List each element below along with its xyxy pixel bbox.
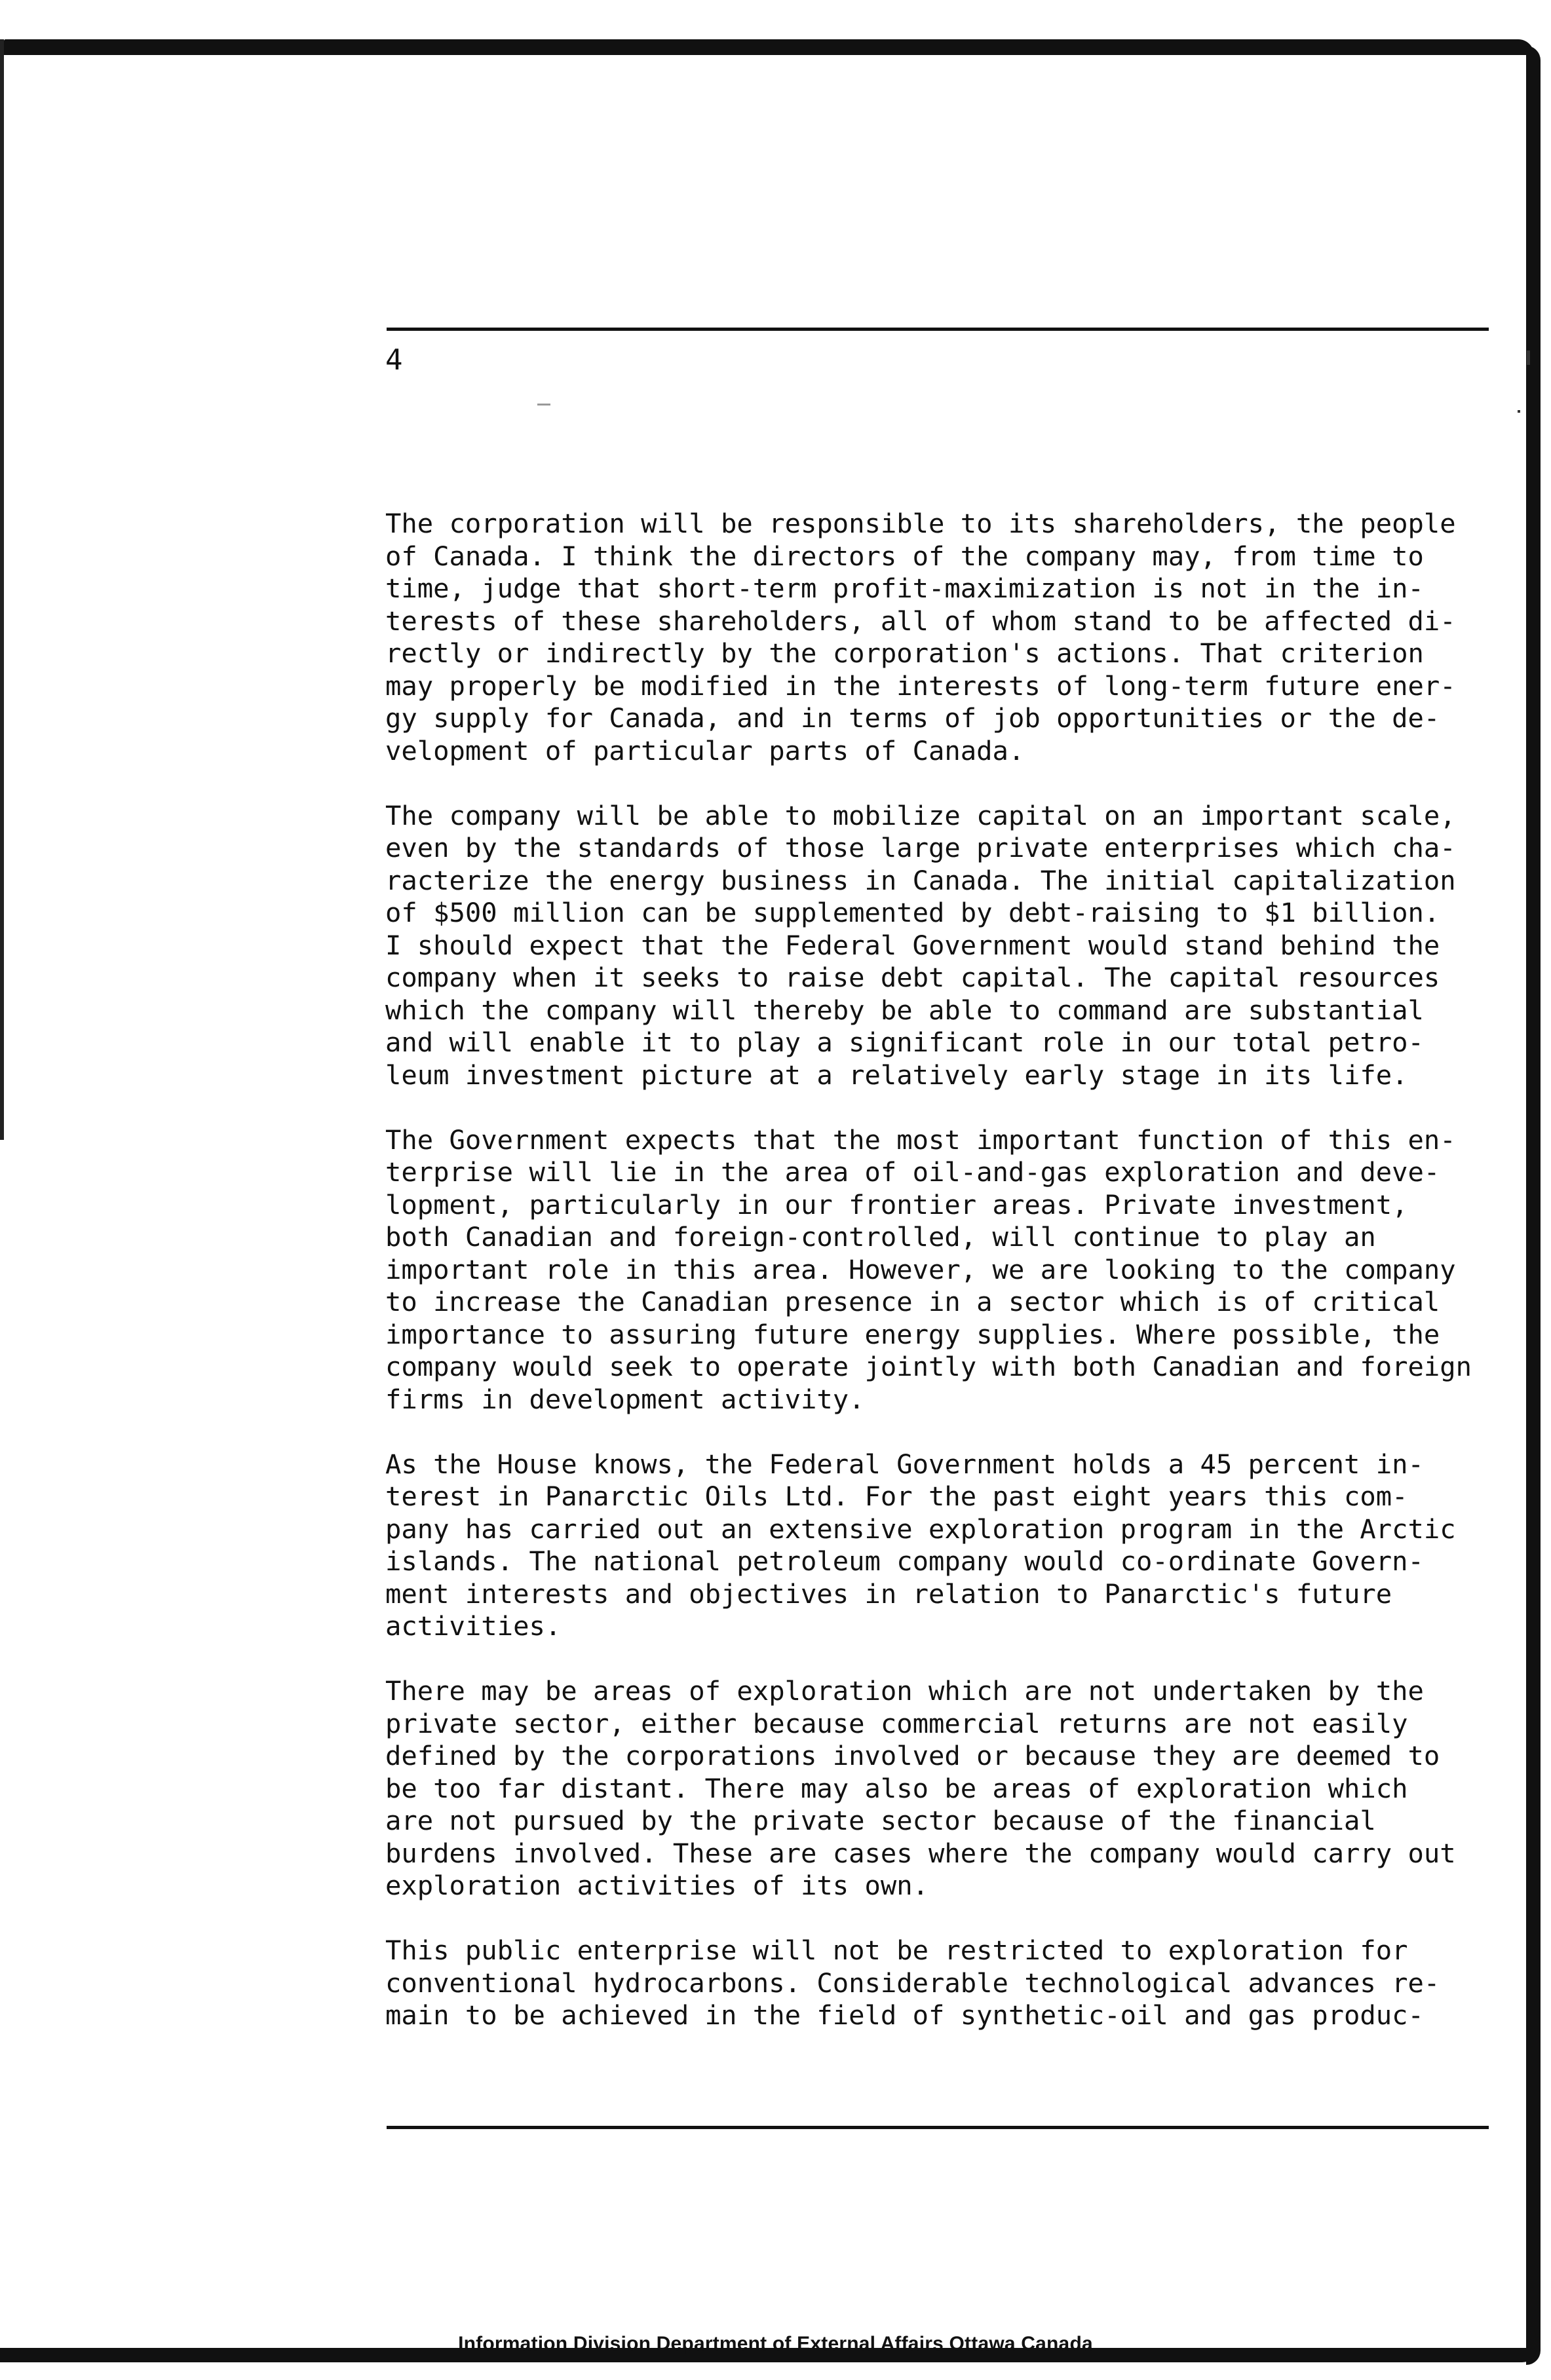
text-line: lopment, particularly in our frontier areas. Private investment, [385, 1188, 1408, 1220]
page-number: 4 [385, 343, 403, 377]
text-line: gy supply for Canada, and in terms of job opportunities or the de- [385, 702, 1440, 734]
text-line: which the company will thereby be able to command are substantial [385, 994, 1424, 1026]
text-line: burdens involved. These are cases where the company would carry out [385, 1837, 1456, 1869]
text-line: of Canada. I think the directors of the company may, from time to [385, 540, 1424, 572]
paragraph [385, 1448, 1529, 1643]
text-line: time, judge that short-term profit-maximization is not in the in- [385, 573, 1424, 604]
paragraph [385, 1675, 1529, 1902]
text-line: racterize the energy business in Canada. The initial capitalization [385, 864, 1456, 896]
text-line: may properly be modified in the interests of long-term future ener- [385, 670, 1456, 702]
footer-rule [387, 2126, 1489, 2129]
text-line: The corporation will be responsible to its shareholders, the people [385, 508, 1456, 539]
text-line: The Government expects that the most important function of this en- [385, 1124, 1456, 1156]
text-line: private sector, either because commercial returns are not easily [385, 1707, 1408, 1739]
text-line: be too far distant. There may also be areas of exploration which [385, 1772, 1408, 1804]
footer-credit: Information Division Department of External Affairs Ottawa Canada [458, 2333, 1093, 2354]
text-line: important role in this area. However, we are looking to the company [385, 1253, 1456, 1285]
text-line: and will enable it to play a significant role in our total petro- [385, 1027, 1424, 1058]
text-line: The company will be able to mobilize capital on an important scale, [385, 799, 1456, 831]
paragraph [385, 1935, 1529, 2032]
text-line: to increase the Canadian presence in a sector which is of critical [385, 1286, 1440, 1317]
text-line: This public enterprise will not be restricted to exploration for [385, 1935, 1408, 1966]
text-line: rectly or indirectly by the corporation's actions. That criterion [385, 637, 1424, 669]
text-line: defined by the corporations involved or because they are deemed to [385, 1740, 1440, 1771]
text-line: company when it seeks to raise debt capital. The capital resources [385, 962, 1440, 993]
text-line: both Canadian and foreign-controlled, will continue to play an [385, 1221, 1376, 1253]
text-line: leum investment picture at a relatively early stage in its life. [385, 1059, 1408, 1091]
paragraph [385, 800, 1529, 1092]
scan-border-left [0, 39, 4, 1140]
text-line: terest in Panarctic Oils Ltd. For the past eight years this com- [385, 1481, 1408, 1512]
scan-speck [1518, 410, 1520, 413]
text-line: conventional hydrocarbons. Considerable technological advances re- [385, 1967, 1440, 1999]
text-line: of $500 million can be supplemented by debt-raising to $1 billion. [385, 897, 1440, 928]
body-text [385, 508, 1529, 2064]
text-line: pany has carried out an extensive exploration program in the Arctic [385, 1513, 1456, 1545]
text-line: There may be areas of exploration which are not undertaken by the [385, 1675, 1424, 1707]
text-line: velopment of particular parts of Canada. [385, 734, 1025, 766]
paragraph [385, 1124, 1529, 1416]
paragraph [385, 508, 1529, 767]
scan-border-top [4, 39, 1534, 55]
text-line: ment interests and objectives in relation to Panarctic's future [385, 1577, 1392, 1610]
text-line: firms in development activity. [385, 1383, 865, 1415]
text-line: even by the standards of those large private enterprises which cha- [385, 832, 1456, 863]
text-line: As the House knows, the Federal Government holds a 45 percent in- [385, 1448, 1424, 1480]
scan-speck [537, 404, 550, 406]
text-line: exploration activities of its own. [385, 1870, 929, 1901]
text-line: terests of these shareholders, all of whom stand to be affected di- [385, 605, 1456, 637]
text-line: terprise will lie in the area of oil-and-gas exploration and deve- [385, 1156, 1440, 1188]
text-line: main to be achieved in the field of synthetic-oil and gas produc- [385, 1999, 1424, 2031]
header-rule [387, 328, 1489, 331]
scan-speck [1527, 350, 1530, 365]
text-line: I should expect that the Federal Government would stand behind the [385, 929, 1440, 961]
text-line: islands. The national petroleum company would co-ordinate Govern- [385, 1545, 1424, 1577]
text-line: company would seek to operate jointly with both Canadian and foreign [385, 1351, 1472, 1382]
text-line: are not pursued by the private sector because of the financial [385, 1805, 1376, 1836]
text-line: activities. [385, 1610, 562, 1642]
text-line: importance to assuring future energy supplies. Where possible, the [385, 1318, 1440, 1350]
